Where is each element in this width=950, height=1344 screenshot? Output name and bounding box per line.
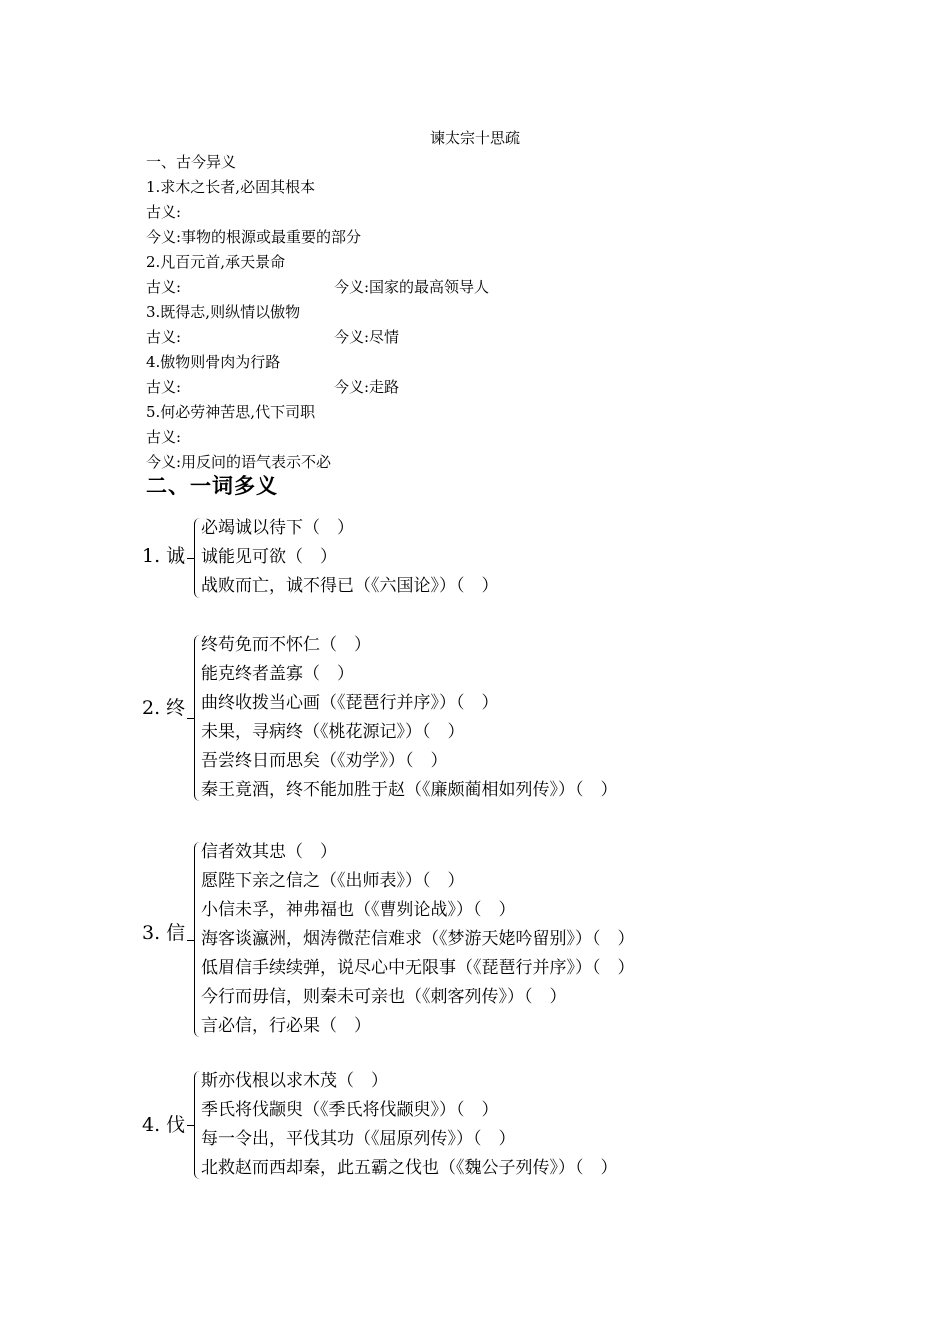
example-sentence: 低眉信手续续弹，说尽心中无限事（《琵琶行并序》）（ ）: [201, 958, 635, 978]
page-title: 谏太宗十思疏: [429, 129, 520, 147]
example-sentence: 秦王竟酒，终不能加胜于赵（《廉颇蔺相如列传》）（ ）: [201, 780, 618, 800]
modern-meaning: 今义:尽情: [334, 328, 400, 346]
section-heading: 一、古今异义: [146, 153, 237, 171]
question-line: 3.既得志,则纵情以傲物: [146, 303, 301, 321]
question-line: 4.傲物则骨肉为行路: [146, 353, 281, 371]
group-items: [201, 514, 499, 601]
example-sentence: 吾尝终日而思矣（《劝学》）（ ）: [201, 751, 448, 771]
example-sentence: 信者效其忠（ ）: [201, 842, 337, 862]
group-items: [201, 1067, 618, 1183]
brace-icon: [194, 842, 201, 1037]
brace-icon: [194, 1071, 201, 1179]
meaning-row: [146, 275, 490, 300]
ancient-meaning-label: 古义:: [146, 203, 182, 221]
meaning-row: [146, 375, 400, 400]
modern-meaning: 今义:事物的根源或最重要的部分: [146, 228, 362, 246]
question-line: 2.凡百元首,承天景命: [146, 253, 286, 271]
example-sentence: 必竭诚以待下（ ）: [201, 518, 354, 538]
group-items: [201, 838, 635, 1041]
example-sentence: 今行而毋信，则秦未可亲也（《刺客列传》）（ ）: [201, 987, 567, 1007]
modern-meaning: 今义:走路: [334, 378, 400, 396]
example-sentence: 终苟免而不怀仁（ ）: [201, 635, 371, 655]
ancient-meaning-label: 古义:: [146, 428, 182, 446]
group-label: 4. 伐: [142, 1114, 186, 1136]
example-sentence: 能克终者盖寡（ ）: [201, 664, 354, 684]
example-sentence: 愿陛下亲之信之（《出师表》）（ ）: [201, 871, 465, 891]
group-label: 1. 诚: [142, 545, 186, 567]
example-sentence: 斯亦伐根以求木茂（ ）: [201, 1071, 388, 1091]
brace-icon: [194, 518, 201, 598]
section-heading-polysemy: 二、一词多义: [146, 473, 278, 498]
example-sentence: 曲终收拨当心画（《琵琶行并序》）（ ）: [201, 693, 499, 713]
question-line: 1.求木之长者,必固其根本: [146, 178, 316, 196]
example-sentence: 季氏将伐颛臾（《季氏将伐颛臾》）（ ）: [201, 1100, 499, 1120]
example-sentence: 海客谈瀛洲，烟涛微茫信难求（《梦游天姥吟留别》）（ ）: [201, 929, 635, 949]
section-ancient-modern-meaning: [146, 150, 490, 475]
ancient-meaning-label: 古义:: [146, 328, 182, 346]
group-items: [201, 631, 618, 805]
example-sentence: 未果，寻病终（《桃花源记》）（ ）: [201, 722, 465, 742]
meaning-row: [146, 325, 400, 350]
modern-meaning: 今义:用反问的语气表示不必: [146, 453, 332, 471]
question-line: 5.何必劳神苦思,代下司职: [146, 403, 316, 421]
example-sentence: 诚能见可欲（ ）: [201, 547, 337, 567]
modern-meaning: 今义:国家的最高领导人: [334, 278, 490, 296]
example-sentence: 北救赵而西却秦，此五霸之伐也（《魏公子列传》）（ ）: [201, 1158, 618, 1178]
example-sentence: 小信未孚，神弗福也（《曹刿论战》）（ ）: [201, 900, 516, 920]
brace-icon: [194, 635, 201, 801]
example-sentence: 言必信，行必果（ ）: [201, 1016, 371, 1036]
group-label: 2. 终: [142, 697, 186, 719]
example-sentence: 战败而亡，诚不得已（《六国论》）（ ）: [201, 576, 499, 596]
ancient-meaning-label: 古义:: [146, 378, 182, 396]
ancient-meaning-label: 古义:: [146, 278, 182, 296]
group-label: 3. 信: [142, 922, 186, 944]
example-sentence: 每一令出，平伐其功（《屈原列传》）（ ）: [201, 1129, 516, 1149]
